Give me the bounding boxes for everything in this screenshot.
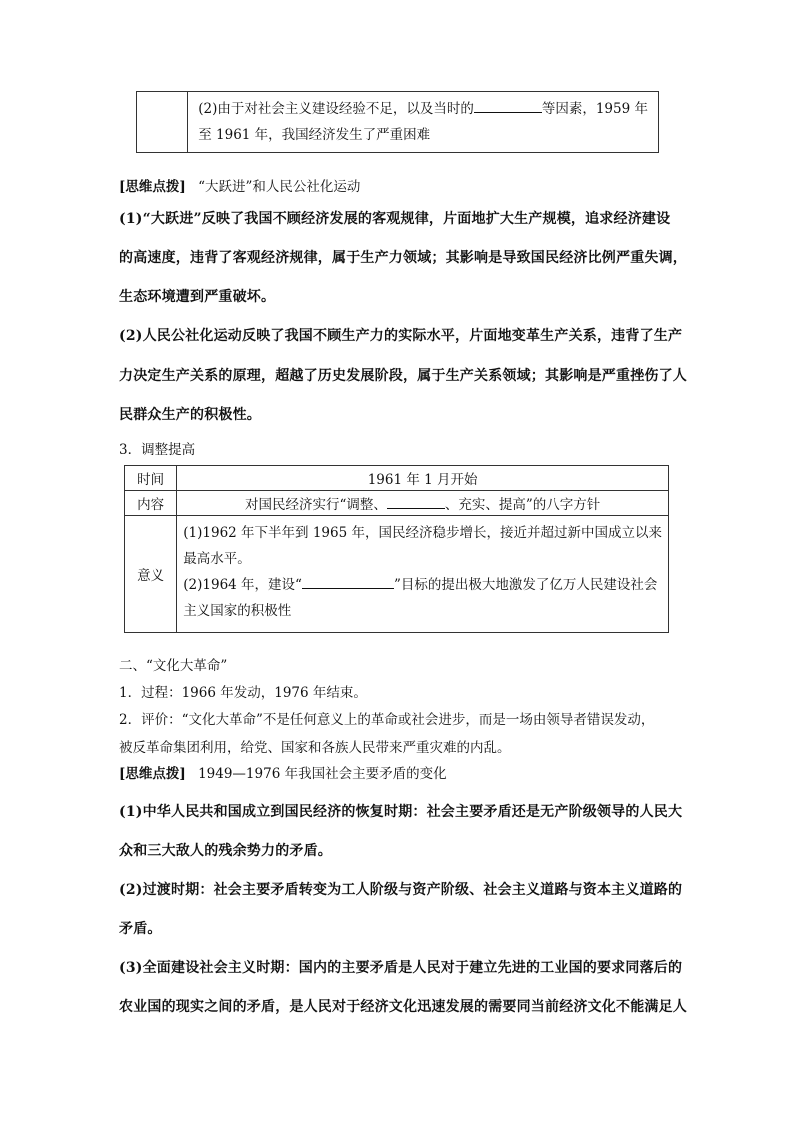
top-table-line1a: (2)由于对社会主义建设经验不足，以及当时的 bbox=[198, 101, 474, 117]
meaning-1a: (1)1962 年下半年到 1965 年，国民经济稳步增长，接近并超过新中国成立以来 bbox=[183, 525, 662, 541]
meaning-2a: (2)1964 年，建设“ bbox=[183, 577, 302, 593]
tip2-header bbox=[119, 764, 447, 784]
tip2-tag: [思维点拨] bbox=[119, 766, 186, 782]
part2-item2b: 被反革命集团利用，给党、国家和各族人民带来严重灾难的内乱。 bbox=[119, 740, 511, 756]
tip1-title: “大跃进”和人民公社化运动 bbox=[198, 179, 361, 195]
top-table-empty-cell bbox=[137, 92, 188, 153]
fill-blank-2[interactable] bbox=[387, 494, 445, 509]
tip1-line-6: 民群众生产的积极性。 bbox=[119, 407, 261, 423]
top-table-line1b: 等因素，1959 年 bbox=[541, 101, 648, 117]
meaning-2b: ”目标的提出极大地激发了亿万人民建设社会 bbox=[393, 577, 658, 593]
content-text-a: 对国民经济实行“调整、 bbox=[244, 497, 387, 513]
time-value: 1961 年 1 月开始 bbox=[177, 466, 669, 491]
tip2-title: 1949—1976 年我国社会主要矛盾的变化 bbox=[198, 766, 447, 782]
top-table-line2: 至 1961 年，我国经济发生了严重困难 bbox=[198, 127, 431, 143]
tip1-line-1: (1)“大跃进”反映了我国不顾经济发展的客观规律，片面地扩大生产规模，追求经济建设 bbox=[119, 211, 671, 227]
section3-heading: 3．调整提高 bbox=[119, 442, 196, 458]
part2-item2a: 2．评价：“文化大革命”不是任何意义上的革命或社会进步，而是一场由领导者错误发动， bbox=[119, 712, 655, 728]
fill-blank-1[interactable] bbox=[474, 98, 542, 113]
tip1-line-2: 的高速度，违背了客观经济规律，属于生产力领域；其影响是导致国民经济比例严重失调， bbox=[119, 250, 687, 266]
tip2-line-3: (2)过渡时期：社会主要矛盾转变为工人阶级与资产阶级、社会主义道路与资本主义道路的 bbox=[119, 882, 683, 898]
part2-item1: 1．过程：1966 年发动，1976 年结束。 bbox=[119, 685, 367, 701]
tip2-line-4: 矛盾。 bbox=[119, 921, 162, 937]
tip1-line-3: 生态环境遭到严重破坏。 bbox=[119, 289, 276, 305]
tip2-line-5: (3)全面建设社会主义时期：国内的主要矛盾是人民对于建立先进的工业国的要求同落后的 bbox=[119, 960, 683, 976]
tip1-line-4: (2)人民公社化运动反映了我国不顾生产力的实际水平，片面地变革生产关系，违背了生产 bbox=[119, 328, 683, 344]
top-table bbox=[136, 91, 659, 153]
part2-heading: 二、“文化大革命” bbox=[119, 658, 228, 674]
meaning-1b: 最高水平。 bbox=[183, 551, 251, 567]
tip2-line-2: 众和三大敌人的残余势力的矛盾。 bbox=[119, 843, 332, 859]
meaning-cell bbox=[177, 516, 669, 633]
content-text-b: 、充实、提高”的八字方针 bbox=[444, 497, 601, 513]
tip1-tag: [思维点拨] bbox=[119, 179, 186, 195]
meaning-label: 意义 bbox=[125, 516, 177, 633]
tip1-header bbox=[119, 177, 360, 197]
adjust-table bbox=[124, 465, 669, 633]
content-cell bbox=[177, 491, 669, 516]
top-table-text-cell bbox=[188, 92, 659, 153]
tip2-line-6: 农业国的现实之间的矛盾，是人民对于经济文化迅速发展的需要同当前经济文化不能满足人 bbox=[119, 999, 687, 1015]
tip1-line-5: 力决定生产关系的原理，超越了历史发展阶段，属于生产关系领域；其影响是严重挫伤了人 bbox=[119, 368, 687, 384]
time-label: 时间 bbox=[125, 466, 177, 491]
tip2-line-1: (1)中华人民共和国成立到国民经济的恢复时期：社会主要矛盾还是无产阶级领导的人民大 bbox=[119, 804, 683, 820]
fill-blank-3[interactable] bbox=[302, 574, 394, 589]
content-label: 内容 bbox=[125, 491, 177, 516]
meaning-2c: 主义国家的积极性 bbox=[183, 603, 292, 619]
